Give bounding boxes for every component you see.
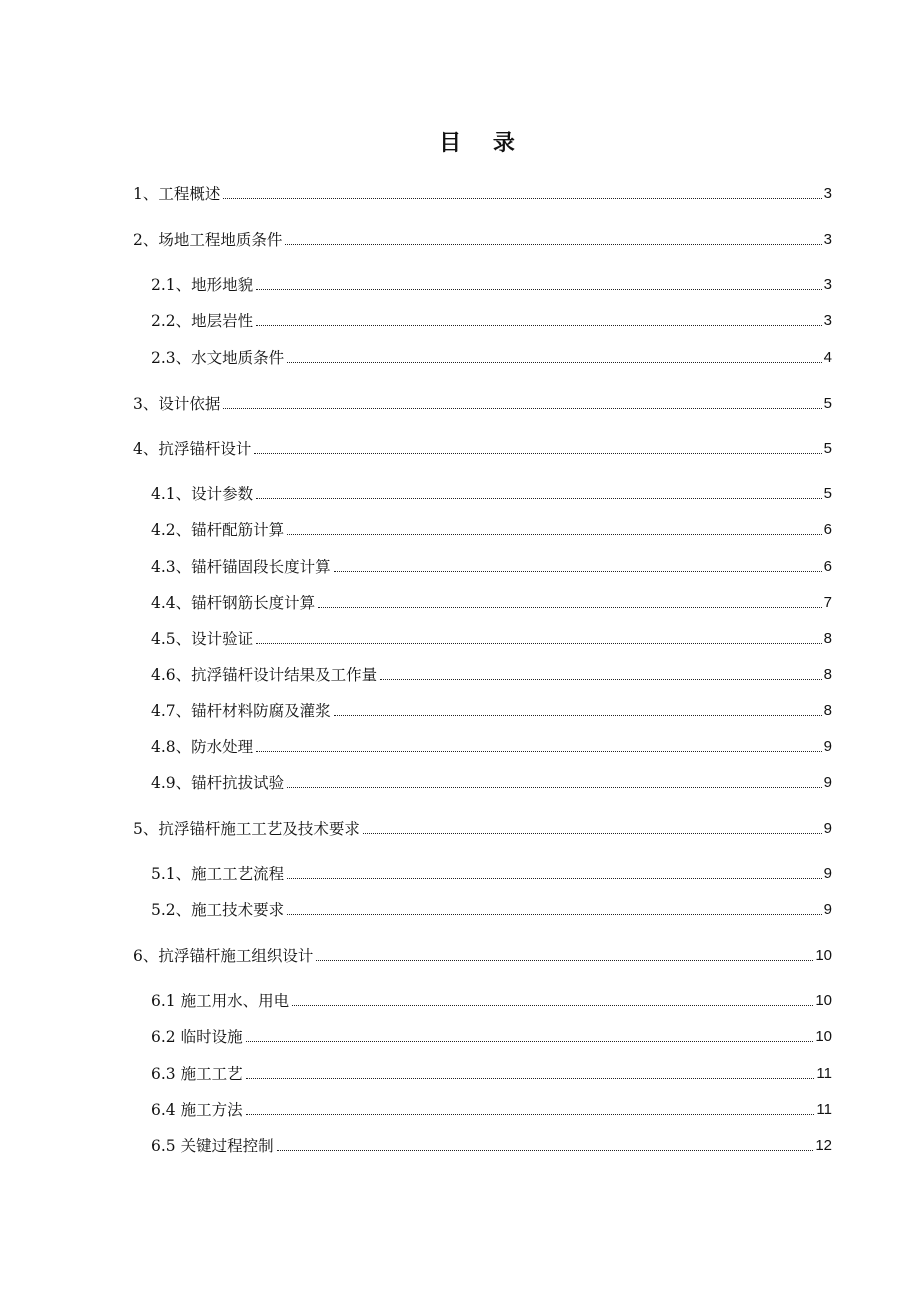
dot-leader — [287, 878, 822, 879]
toc-entry-page: 11 — [816, 1101, 832, 1118]
toc-entry-label: 5、抗浮锚杆施工工艺及技术要求 — [133, 820, 360, 838]
dot-leader — [256, 289, 822, 290]
toc-entry-page: 5 — [823, 395, 832, 412]
dot-leader — [256, 643, 822, 644]
toc-entry-page: 10 — [815, 947, 832, 964]
dot-leader — [246, 1078, 815, 1079]
dot-leader — [287, 914, 822, 915]
toc-entry-page: 3 — [823, 185, 832, 202]
dot-leader — [285, 244, 821, 245]
toc-entry[interactable] — [151, 736, 832, 758]
dot-leader — [256, 498, 822, 499]
dot-leader — [277, 1150, 814, 1151]
dot-leader — [287, 362, 822, 363]
toc-entry[interactable] — [133, 945, 832, 967]
toc-entry-page: 6 — [823, 521, 832, 538]
toc-title: 目 录 — [439, 131, 527, 156]
toc-entry-label: 2.3、水文地质条件 — [151, 349, 285, 367]
toc-entry-label: 4.5、设计验证 — [151, 630, 254, 648]
dot-leader — [287, 534, 822, 535]
toc-entry-page: 3 — [823, 231, 832, 248]
toc-entry-page: 9 — [823, 820, 832, 837]
toc-entry-page: 5 — [823, 440, 832, 457]
toc-entry-label: 6.4 施工方法 — [151, 1101, 243, 1119]
toc-entry[interactable] — [151, 628, 832, 650]
toc-entry[interactable] — [133, 438, 832, 460]
dot-leader — [380, 679, 822, 680]
toc-entry[interactable] — [133, 393, 832, 415]
toc-entry-page: 10 — [815, 1028, 832, 1045]
toc-entry[interactable] — [151, 483, 832, 505]
toc-entry-label: 4.4、锚杆钢筋长度计算 — [151, 594, 316, 612]
dot-leader — [318, 607, 822, 608]
toc-entry-page: 8 — [823, 666, 832, 683]
dot-leader — [246, 1041, 814, 1042]
toc-entry[interactable] — [151, 556, 832, 578]
toc-entry[interactable] — [151, 1026, 832, 1048]
dot-leader — [256, 325, 822, 326]
toc-entry[interactable] — [151, 700, 832, 722]
toc-entry[interactable] — [151, 772, 832, 794]
toc-entry-label: 6、抗浮锚杆施工组织设计 — [133, 947, 314, 965]
toc-entry[interactable] — [151, 274, 832, 296]
toc-entry[interactable] — [133, 183, 832, 205]
dot-leader — [316, 960, 813, 961]
toc-entry-page: 3 — [823, 276, 832, 293]
toc-entry[interactable] — [133, 229, 832, 251]
toc-entry-page: 8 — [823, 702, 832, 719]
toc-entry[interactable] — [151, 519, 832, 541]
dot-leader — [292, 1005, 813, 1006]
toc-entry-page: 5 — [823, 485, 832, 502]
toc-entry[interactable] — [151, 1135, 832, 1157]
dot-leader — [254, 453, 821, 454]
toc-entry[interactable] — [151, 664, 832, 686]
toc-entry-page: 11 — [816, 1065, 832, 1082]
toc-entry-page: 9 — [823, 901, 832, 918]
toc-entry-label: 4.8、防水处理 — [151, 738, 254, 756]
toc-entry[interactable] — [151, 1063, 832, 1085]
toc-entry-page: 10 — [815, 992, 832, 1009]
toc-entry-label: 6.5 关键过程控制 — [151, 1137, 274, 1155]
dot-leader — [363, 833, 822, 834]
toc-entry[interactable] — [151, 863, 832, 885]
toc-entry-label: 4、抗浮锚杆设计 — [133, 440, 252, 458]
toc-entry-label: 6.3 施工工艺 — [151, 1065, 243, 1083]
toc-entry-label: 4.9、锚杆抗拔试验 — [151, 774, 285, 792]
toc-entry-page: 9 — [823, 774, 832, 791]
toc-entry-page: 3 — [823, 312, 832, 329]
toc-entry-label: 6.2 临时设施 — [151, 1028, 243, 1046]
toc-entry[interactable] — [151, 899, 832, 921]
toc-entry-label: 4.2、锚杆配筋计算 — [151, 521, 285, 539]
dot-leader — [256, 751, 822, 752]
toc-entry-label: 4.1、设计参数 — [151, 485, 254, 503]
toc-entry-label: 1、工程概述 — [133, 185, 221, 203]
toc-entry[interactable] — [151, 592, 832, 614]
toc-entry-page: 4 — [823, 349, 832, 366]
dot-leader — [287, 787, 822, 788]
dot-leader — [223, 408, 821, 409]
toc-entry-page: 9 — [823, 865, 832, 882]
dot-leader — [246, 1114, 815, 1115]
toc-entry-page: 9 — [823, 738, 832, 755]
toc-entry-label: 5.2、施工技术要求 — [151, 901, 285, 919]
toc-entry-page: 8 — [823, 630, 832, 647]
dot-leader — [223, 198, 821, 199]
toc-entry-label: 2、场地工程地质条件 — [133, 231, 283, 249]
toc-entry-page: 12 — [815, 1137, 832, 1154]
toc-entry-label: 5.1、施工工艺流程 — [151, 865, 285, 883]
toc-entry[interactable] — [151, 1099, 832, 1121]
toc-entry-page: 7 — [823, 594, 832, 611]
toc-entry-label: 4.7、锚杆材料防腐及灌浆 — [151, 702, 331, 720]
toc-entry-label: 2.2、地层岩性 — [151, 312, 254, 330]
toc-entry-label: 2.1、地形地貌 — [151, 276, 254, 294]
toc-entry-label: 6.1 施工用水、用电 — [151, 992, 290, 1010]
dot-leader — [334, 571, 822, 572]
toc-entry[interactable] — [151, 310, 832, 332]
toc-entry-label: 4.6、抗浮锚杆设计结果及工作量 — [151, 666, 378, 684]
toc-entry[interactable] — [133, 818, 832, 840]
toc-entry-label: 3、设计依据 — [133, 395, 221, 413]
toc-entry[interactable] — [151, 990, 832, 1012]
toc-entry-label: 4.3、锚杆锚固段长度计算 — [151, 558, 331, 576]
toc-entry-page: 6 — [823, 558, 832, 575]
dot-leader — [334, 715, 822, 716]
toc-entry[interactable] — [151, 347, 832, 369]
